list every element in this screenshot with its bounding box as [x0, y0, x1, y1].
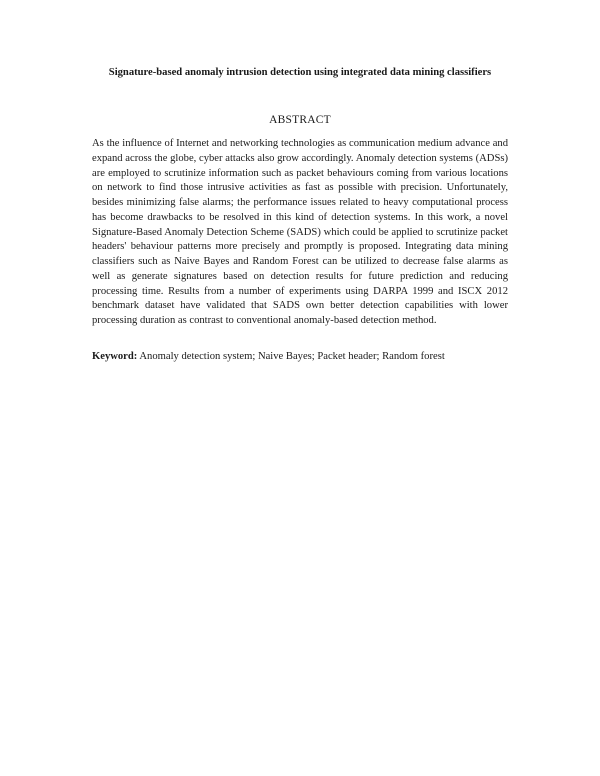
keywords-text: Anomaly detection system; Naive Bayes; Packet header; Random forest — [139, 351, 445, 362]
keywords-label: Keyword: — [92, 351, 138, 362]
paper-title: Signature-based anomaly intrusion detection using integrated data mining classifiers — [108, 67, 492, 78]
abstract-heading: ABSTRACT — [269, 114, 331, 126]
abstract-body: As the influence of Internet and networking technologies as communication medium advance and expand across the globe, cyber attacks also grow accordingly. Anomaly detection systems (ADSs) are employed to scrutinize information such as packet behaviours coming from various locations on network to find those intrusive activities as fast as possible with precision. Unfortunately, besides minimizing false alarms; the performance issues related to heavy computational process has become drawbacks to be resolved in this kind of detection systems. In this work, a novel Signature-Based Anomaly Detection Scheme (SADS) which could be applied to scrutinize packet headers' behaviour patterns more precisely and promptly is proposed. Integrating data mining classifiers such as Naive Bayes and Random Forest can be utilized to decrease false alarms as well as generate signatures based on detection results for future prediction and reducing processing time. Results from a number of experiments using DARPA 1999 and ISCX 2012 benchmark dataset have validated that SADS own better detection capabilities with lower processing duration as contrast to conventional anomaly-based detection method. — [92, 138, 508, 326]
keywords-line — [92, 350, 508, 364]
